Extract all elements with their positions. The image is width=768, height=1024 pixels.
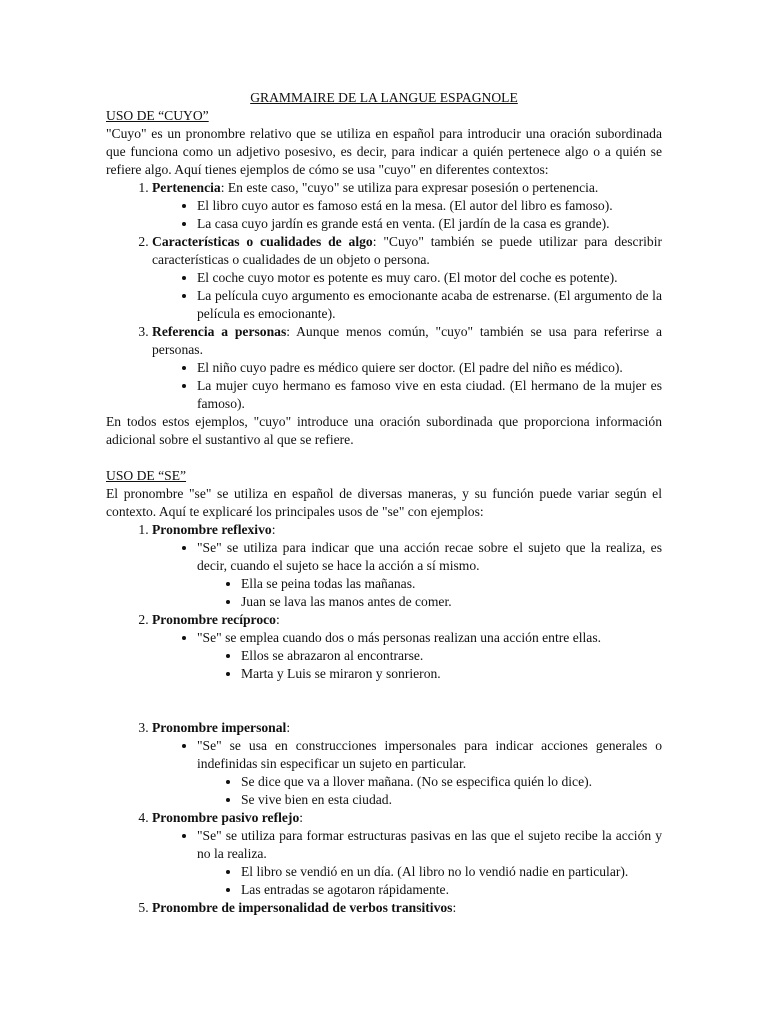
se-example: • Se dice que va a llover mañana. (No se especifica quién lo dice). (241, 773, 662, 791)
se-item-desc (197, 737, 662, 809)
cuyo-example: • La mujer cuyo hermano es famoso vive en esta ciudad. (El hermano de la mujer es famoso). (197, 377, 662, 413)
se-item-pasivo-reflejo (152, 809, 662, 899)
se-item-colon: : (286, 720, 291, 735)
se-item-impersonal (152, 719, 662, 809)
cuyo-item-text: : En este caso, "cuyo" se utiliza para expresar posesión o pertenencia. (220, 180, 599, 195)
se-example: • Ella se peina todas las mañanas. (241, 575, 662, 593)
cuyo-list (106, 179, 662, 413)
se-desc-text: "Se" se usa en construcciones impersonales para indicar acciones generales o indefinidas sin especificar un sujeto en particular. (197, 738, 662, 771)
se-item-colon: : (452, 900, 457, 915)
section-heading-se: USO DE “SE” (106, 468, 187, 483)
cuyo-item-term: Pertenencia (152, 180, 221, 195)
se-item-reflexivo (152, 521, 662, 611)
se-item-term: Pronombre de impersonalidad de verbos transitivos (152, 900, 453, 915)
cuyo-item-caracteristicas (152, 233, 662, 323)
se-example: • El libro se vendió en un día. (Al libro no lo vendió nadie en particular). (241, 863, 662, 881)
se-intro: El pronombre "se" se utiliza en español de diversas maneras, y su función puede variar según el contexto. Aquí te explicaré los principales usos de "se" con ejemplos: (106, 486, 662, 519)
se-item-colon: : (275, 612, 280, 627)
cuyo-conclusion: En todos estos ejemplos, "cuyo" introduce una oración subordinada que proporciona información adicional sobre el sustantivo al que se refiere. (106, 414, 662, 447)
cuyo-example: • La casa cuyo jardín es grande está en venta. (El jardín de la casa es grande). (197, 215, 662, 233)
se-item-colon: : (271, 522, 276, 537)
se-item-colon: : (299, 810, 304, 825)
se-item-desc (197, 827, 662, 899)
document-title: GRAMMAIRE DE LA LANGUE ESPAGNOLE (250, 90, 518, 105)
cuyo-example: • El libro cuyo autor es famoso está en la mesa. (El autor del libro es famoso). (197, 197, 662, 215)
se-item-term: Pronombre recíproco (152, 612, 276, 627)
se-desc-text: "Se" se emplea cuando dos o más personas realizan una acción entre ellas. (197, 630, 602, 645)
se-item-desc (197, 539, 662, 611)
cuyo-intro: "Cuyo" es un pronombre relativo que se utiliza en español para introducir una oración subordinada que funciona como un adjetivo posesivo, es decir, para indicar a quién pertenece algo o a quién se refiere algo. Aquí tienes ejemplos de cómo se usa "cuyo" en diferentes contextos: (106, 126, 662, 177)
se-item-term: Pronombre pasivo reflejo (152, 810, 300, 825)
se-example: • Ellos se abrazaron al encontrarse. (241, 647, 662, 665)
se-item-desc (197, 629, 662, 683)
cuyo-item-term: Características o cualidades de algo (152, 234, 373, 249)
cuyo-item-referencia (152, 323, 662, 413)
se-item-impersonalidad-transitivos (152, 899, 662, 917)
se-example: • Las entradas se agotaron rápidamente. (241, 881, 662, 899)
cuyo-example: • El niño cuyo padre es médico quiere ser doctor. (El padre del niño es médico). (197, 359, 662, 377)
se-example: • Juan se lava las manos antes de comer. (241, 593, 662, 611)
cuyo-example: • La película cuyo argumento es emocionante acaba de estrenarse. (El argumento de la película es emocionante). (197, 287, 662, 323)
se-desc-text: "Se" se utiliza para formar estructuras pasivas en las que el sujeto recibe la acción y no la realiza. (197, 828, 662, 861)
se-desc-text: "Se" se utiliza para indicar que una acción recae sobre el sujeto que la realiza, es decir, cuando el sujeto se hace la acción a sí mismo. (197, 540, 662, 573)
se-example: • Se vive bien en esta ciudad. (241, 791, 662, 809)
cuyo-item-term: Referencia a personas (152, 324, 287, 339)
cuyo-example: • El coche cuyo motor es potente es muy caro. (El motor del coche es potente). (197, 269, 662, 287)
se-list (106, 521, 662, 917)
cuyo-item-pertenencia (152, 179, 662, 233)
section-heading-cuyo: USO DE “CUYO” (106, 108, 209, 123)
document-page (106, 89, 662, 917)
cuyo-item-text: : "Cuyo" también se puede utilizar para describir características o cualidades de un objeto o persona. (152, 234, 662, 267)
se-example: • Marta y Luis se miraron y sonrieron. (241, 665, 662, 683)
se-item-term: Pronombre reflexivo (152, 522, 272, 537)
se-item-reciproco (152, 611, 662, 719)
cuyo-item-text: : Aunque menos común, "cuyo" también se usa para referirse a personas. (152, 324, 662, 357)
se-item-term: Pronombre impersonal (152, 720, 287, 735)
